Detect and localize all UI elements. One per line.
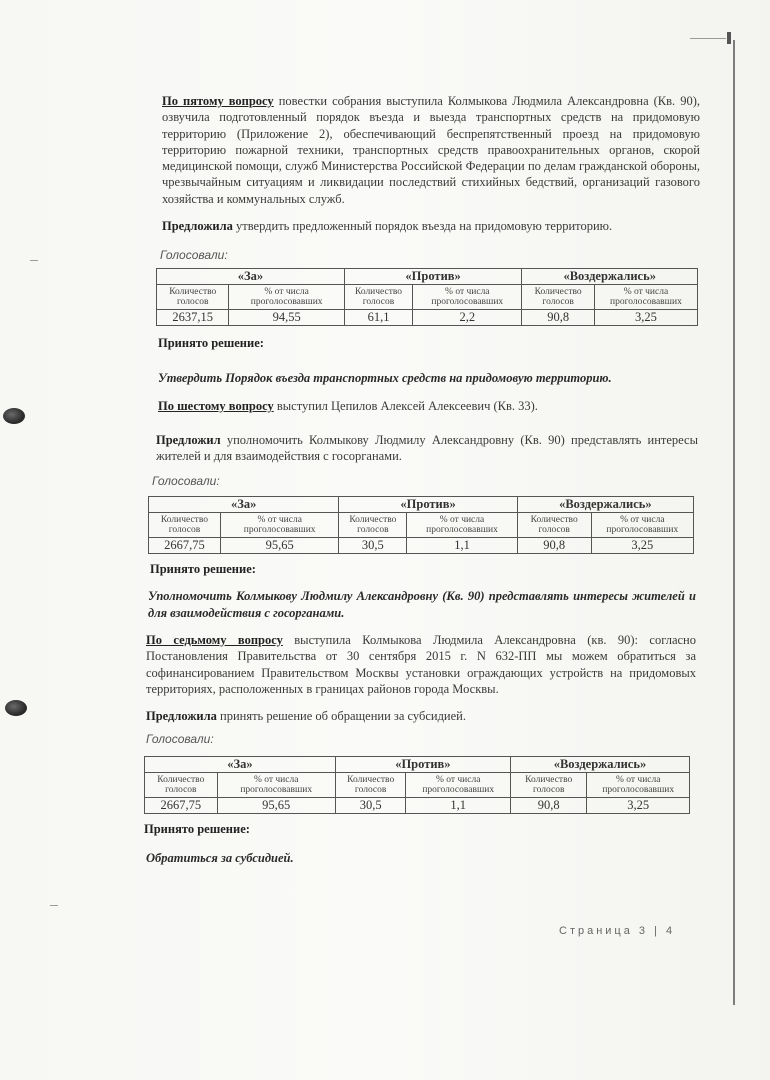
header-percent: % от числа проголосовавших — [407, 513, 517, 538]
header-percent: % от числа проголосовавших — [406, 773, 510, 798]
question-5-decision: Утвердить Порядок въезда транспортных средств на придомовую территорию. — [158, 371, 612, 385]
question-6-text: выступил Цепилов Алексей Алексеевич (Кв. 33). — [273, 399, 538, 413]
header-abstained: «Воздержались» — [510, 757, 689, 773]
abstained-count-cell: 90,8 — [517, 538, 591, 554]
header-percent: % от числа проголосовавших — [217, 773, 335, 798]
header-abstained: «Воздержались» — [517, 497, 693, 513]
question-7-proposed-text: принять решение об обращении за субсидией. — [216, 709, 466, 723]
abstained-percent-cell: 3,25 — [594, 310, 697, 326]
abstained-percent-cell: 3,25 — [591, 538, 693, 554]
header-count: Количество голосов — [517, 513, 591, 538]
page-edge-dash — [690, 38, 726, 39]
question-7-proposed-label: Предложила — [146, 709, 217, 723]
question-6-proposed-text: уполномочить Колмыкову Людмилу Александровну (Кв. 90) представлять интересы жителей и для взаимодействия с госорганами. — [156, 433, 698, 464]
header-against: «Против» — [339, 497, 517, 513]
question-6-lead: По шестому вопросу — [158, 399, 274, 413]
question-5-votes-table — [156, 268, 698, 326]
question-5-decision-heading: Принято решение: — [158, 336, 264, 350]
question-5-text: повестки собрания выступила Колмыкова Людмила Александровна (Кв. 90), озвучила подготовленный порядок въезда и выезда транспортных средств на придомовую территорию (Приложение 2), обеспечивающий беспрепятственный проезд на придомовую территорию пожарной техники, транспортных средств правоохранительных органов, скорой медицинской помощи, служб Министерства Российской Федерации по делам гражданской обороны, чрезвычайным ситуациям и ликвидации последствий стихийных бедствий, организаций газового хозяйства и коммунальных служб. — [162, 94, 700, 206]
punch-hole-icon — [3, 408, 25, 424]
header-count: Количество голосов — [145, 773, 218, 798]
question-7-voted-label: Голосовали: — [146, 732, 214, 746]
against-percent-cell: 1,1 — [406, 798, 510, 814]
margin-tick — [30, 260, 38, 261]
against-percent-cell: 2,2 — [413, 310, 522, 326]
header-percent: % от числа проголосовавших — [229, 285, 344, 310]
header-count: Количество голосов — [344, 285, 412, 310]
for-percent-cell: 95,65 — [217, 798, 335, 814]
for-percent-cell: 94,55 — [229, 310, 344, 326]
question-5-proposed-label: Предложила — [162, 219, 233, 233]
against-count-cell: 61,1 — [344, 310, 412, 326]
question-5-voted-label: Голосовали: — [160, 248, 228, 262]
page-edge-line — [733, 40, 735, 1005]
question-7-decision: Обратиться за субсидией. — [146, 851, 294, 865]
header-percent: % от числа проголосовавших — [594, 285, 697, 310]
header-count: Количество голосов — [339, 513, 407, 538]
question-6-decision-heading: Принято решение: — [150, 562, 256, 576]
header-count: Количество голосов — [149, 513, 221, 538]
question-7-votes-table — [144, 756, 690, 814]
header-for: «За» — [145, 757, 336, 773]
header-count: Количество голосов — [510, 773, 587, 798]
for-count-cell: 2667,75 — [145, 798, 218, 814]
header-percent: % от числа проголосовавших — [587, 773, 690, 798]
abstained-percent-cell: 3,25 — [587, 798, 690, 814]
question-7-paragraph — [146, 632, 696, 697]
question-5-lead: По пятому вопросу — [162, 94, 274, 108]
question-5-proposed-text: утвердить предложенный порядок въезда на придомовую территорию. — [232, 219, 613, 233]
question-7-lead: По седьмому вопросу — [146, 633, 283, 647]
header-abstained: «Воздержались» — [522, 269, 698, 285]
page-number: Страница 3 | 4 — [559, 925, 676, 937]
question-7-proposal — [146, 708, 696, 724]
against-percent-cell: 1,1 — [407, 538, 517, 554]
against-count-cell: 30,5 — [339, 538, 407, 554]
abstained-count-cell: 90,8 — [510, 798, 587, 814]
question-6-voted-label: Голосовали: — [152, 474, 220, 488]
header-count: Количество голосов — [335, 773, 406, 798]
question-6-paragraph — [158, 398, 698, 414]
header-for: «За» — [149, 497, 339, 513]
header-count: Количество голосов — [157, 285, 229, 310]
question-6-proposed-label: Предложил — [156, 433, 221, 447]
question-6-proposal — [156, 432, 698, 465]
header-percent: % от числа проголосовавших — [413, 285, 522, 310]
question-7-decision-heading: Принято решение: — [144, 822, 250, 836]
header-count: Количество голосов — [522, 285, 594, 310]
punch-hole-icon — [5, 700, 27, 716]
header-for: «За» — [157, 269, 345, 285]
question-6-decision: Уполномочить Колмыкову Людмилу Александровну (Кв. 90) представлять интересы жителей и для взаимодействия с госорганами. — [148, 589, 696, 620]
header-against: «Против» — [344, 269, 522, 285]
header-percent: % от числа проголосовавших — [591, 513, 693, 538]
header-against: «Против» — [335, 757, 510, 773]
abstained-count-cell: 90,8 — [522, 310, 594, 326]
header-percent: % от числа проголосовавших — [220, 513, 339, 538]
question-6-votes-table — [148, 496, 694, 554]
for-count-cell: 2667,75 — [149, 538, 221, 554]
question-7-text: выступила Колмыкова Людмила Александровна (кв. 90): согласно Постановления Правительства от 30 сентября 2015 г. N 632-ПП мы можем обратиться за софинансированием Правительством Москвы установки ограждающих устройств на придомовых территориях, расположенных в границах районов города Москвы. — [146, 633, 696, 696]
question-5-proposal — [162, 218, 700, 234]
against-count-cell: 30,5 — [335, 798, 406, 814]
for-percent-cell: 95,65 — [220, 538, 339, 554]
margin-tick — [50, 905, 58, 906]
question-5-paragraph — [162, 93, 700, 207]
for-count-cell: 2637,15 — [157, 310, 229, 326]
page-edge-mark — [727, 32, 731, 44]
